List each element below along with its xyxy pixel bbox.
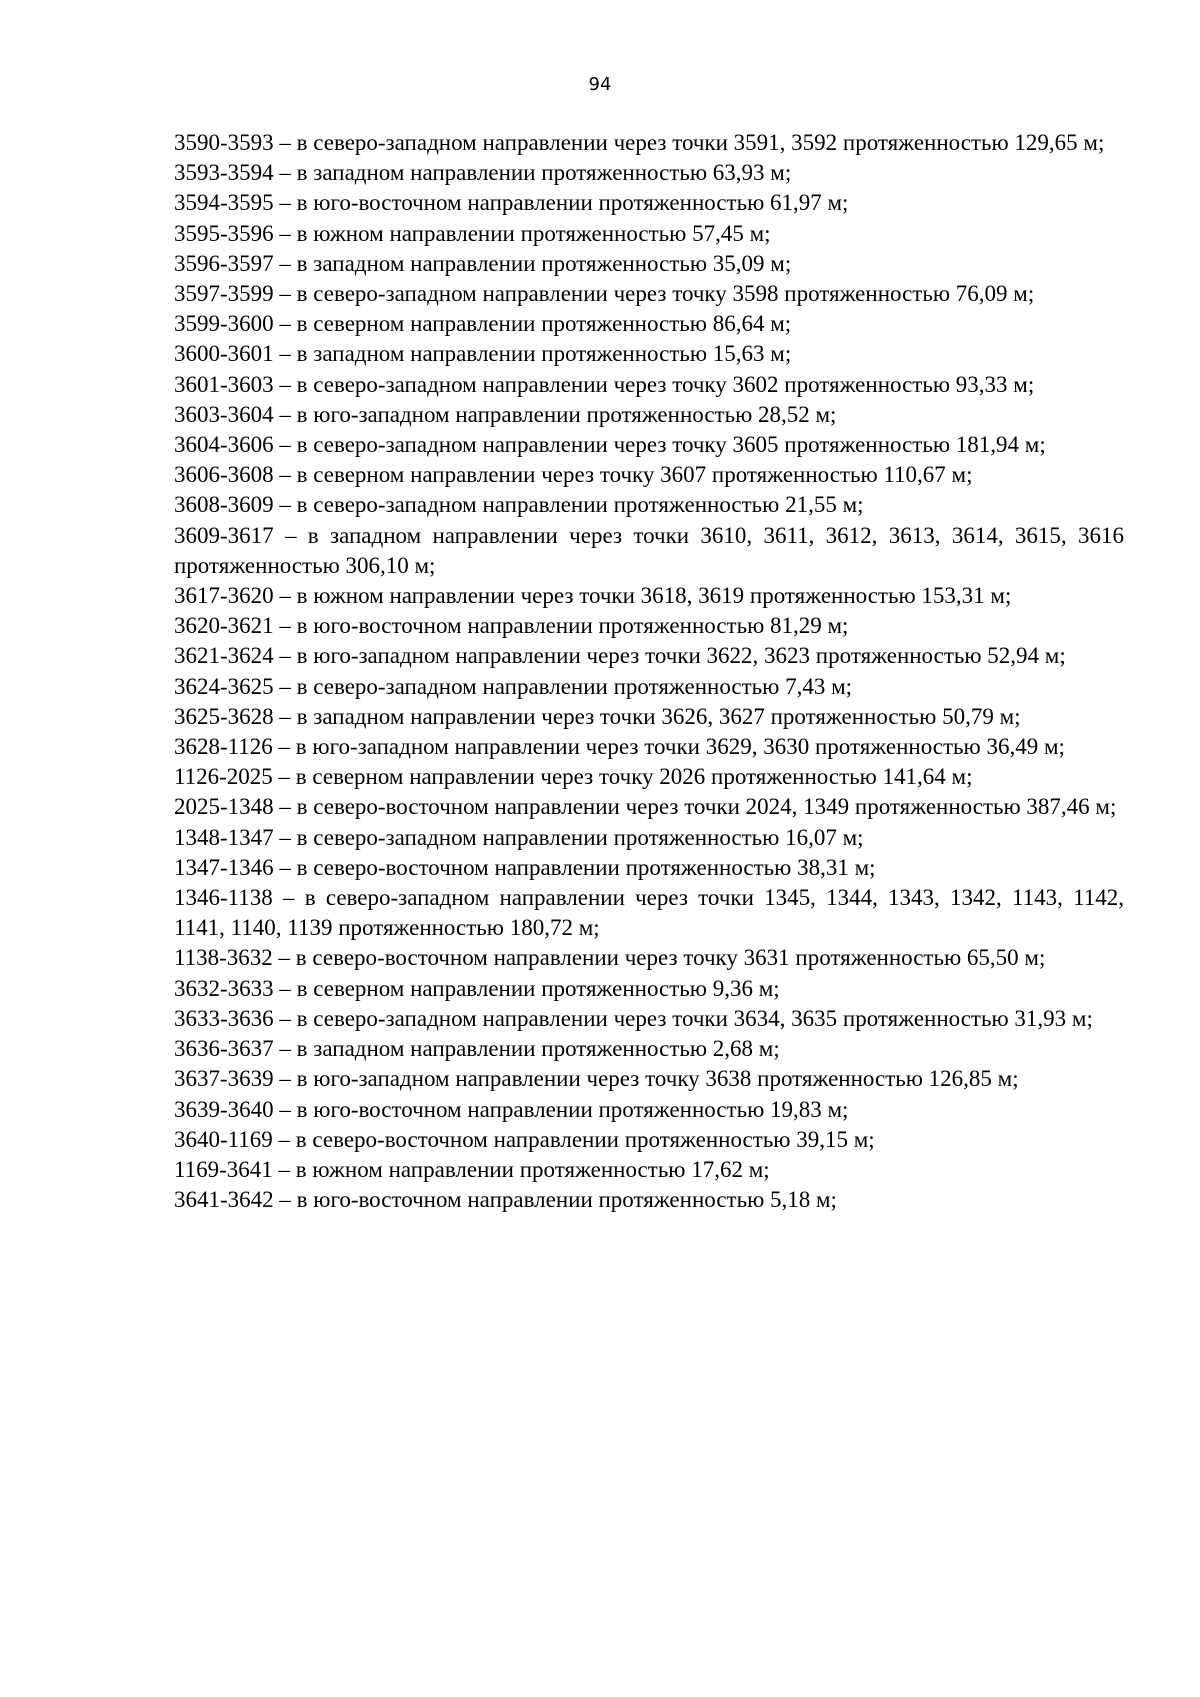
- boundary-segment: 3595-3596 – в южном направлении протяженностью 57,45 м;: [174, 220, 771, 246]
- boundary-segment: 3604-3606 – в северо-западном направлении через точку 3605 протяженностью 181,94 м;: [174, 432, 1046, 458]
- boundary-segment: 3590-3593 – в северо-западном направлении через точки 3591, 3592 протяженностью 129,65 м;: [174, 130, 1105, 155]
- boundary-segment: 3640-1169 – в северо-восточном направлении протяженностью 39,15 м;: [174, 1126, 875, 1152]
- boundary-segment: 1126-2025 – в северном направлении через точку 2026 протяженностью 141,64 м;: [174, 764, 973, 790]
- boundary-segment: 3606-3608 – в северном направлении через точку 3607 протяженностью 110,67 м;: [174, 462, 973, 488]
- boundary-segment: 3628-1126 – в юго-западном направлении через точки 3629, 3630 протяженностью 36,49 м;: [174, 734, 1065, 760]
- boundary-segment: 3593-3594 – в западном направлении протяженностью 63,93 м;: [174, 160, 792, 186]
- boundary-segment: 3636-3637 – в западном направлении протяженностью 2,68 м;: [174, 1036, 780, 1062]
- boundary-segment: 3632-3633 – в северном направлении протяженностью 9,36 м;: [174, 975, 780, 1001]
- boundary-segment: 3620-3621 – в юго-восточном направлении протяженностью 81,29 м;: [174, 613, 849, 639]
- boundary-segment: 2025-1348 – в северо-восточном направлении через точки 2024, 1349 протяженностью 387,46 м;: [174, 794, 1117, 820]
- boundary-segment: 1347-1346 – в северо-восточном направлении протяженностью 38,31 м;: [174, 854, 876, 880]
- boundary-segment: 3594-3595 – в юго-восточном направлении протяженностью 61,97 м;: [174, 190, 849, 216]
- boundary-segment: 3600-3601 – в западном направлении протяженностью 15,63 м;: [174, 341, 792, 367]
- boundary-segment: 3601-3603 – в северо-западном направлении через точку 3602 протяженностью 93,33 м;: [174, 371, 1035, 397]
- boundary-segment: 3625-3628 – в западном направлении через точки 3626, 3627 протяженностью 50,79 м;: [174, 703, 1021, 729]
- boundary-segment: 3608-3609 – в северо-западном направлении протяженностью 21,55 м;: [174, 492, 864, 518]
- boundary-segment: 1169-3641 – в южном направлении протяженностью 17,62 м;: [174, 1156, 770, 1182]
- boundary-segment: 3617-3620 – в южном направлении через точки 3618, 3619 протяженностью 153,31 м;: [174, 583, 1012, 609]
- boundary-segment: 1138-3632 – в северо-восточном направлении через точку 3631 протяженностью 65,50 м;: [174, 945, 1046, 971]
- boundary-segment: 3637-3639 – в юго-западном направлении через точку 3638 протяженностью 126,85 м;: [174, 1066, 1019, 1092]
- boundary-segment: 3624-3625 – в северо-западном направлении протяженностью 7,43 м;: [174, 673, 853, 699]
- boundary-segment: 3597-3599 – в северо-западном направлении через точку 3598 протяженностью 76,09 м;: [174, 281, 1035, 307]
- boundary-description: [174, 128, 1124, 1215]
- boundary-segment: 3641-3642 – в юго-восточном направлении протяженностью 5,18 м;: [174, 1187, 837, 1213]
- boundary-segment: 1348-1347 – в северо-западном направлении протяженностью 16,07 м;: [174, 824, 864, 850]
- boundary-segment: 3633-3636 – в северо-западном направлении через точки 3634, 3635 протяженностью 31,93 м;: [174, 1005, 1093, 1031]
- boundary-segment: 3621-3624 – в юго-западном направлении через точки 3622, 3623 протяженностью 52,94 м;: [174, 643, 1066, 669]
- boundary-segment: 3596-3597 – в западном направлении протяженностью 35,09 м;: [174, 250, 792, 276]
- boundary-segment: 3639-3640 – в юго-восточном направлении протяженностью 19,83 м;: [174, 1096, 849, 1122]
- boundary-segment: 3603-3604 – в юго-западном направлении протяженностью 28,52 м;: [174, 401, 837, 427]
- page-number: 94: [588, 74, 612, 95]
- boundary-segment: 3609-3617 – в западном направлении через точки 3610, 3611, 3612, 3613, 3614, 3615, 3616 протяженностью 306,10 м;: [174, 522, 1124, 578]
- boundary-segment: 3599-3600 – в северном направлении протяженностью 86,64 м;: [174, 311, 792, 337]
- boundary-segment: 1346-1138 – в северо-западном направлении через точки 1345, 1344, 1343, 1342, 1143, 1142, 1141, 1140, 1139 протяженностью 180,72 м;: [174, 885, 1124, 941]
